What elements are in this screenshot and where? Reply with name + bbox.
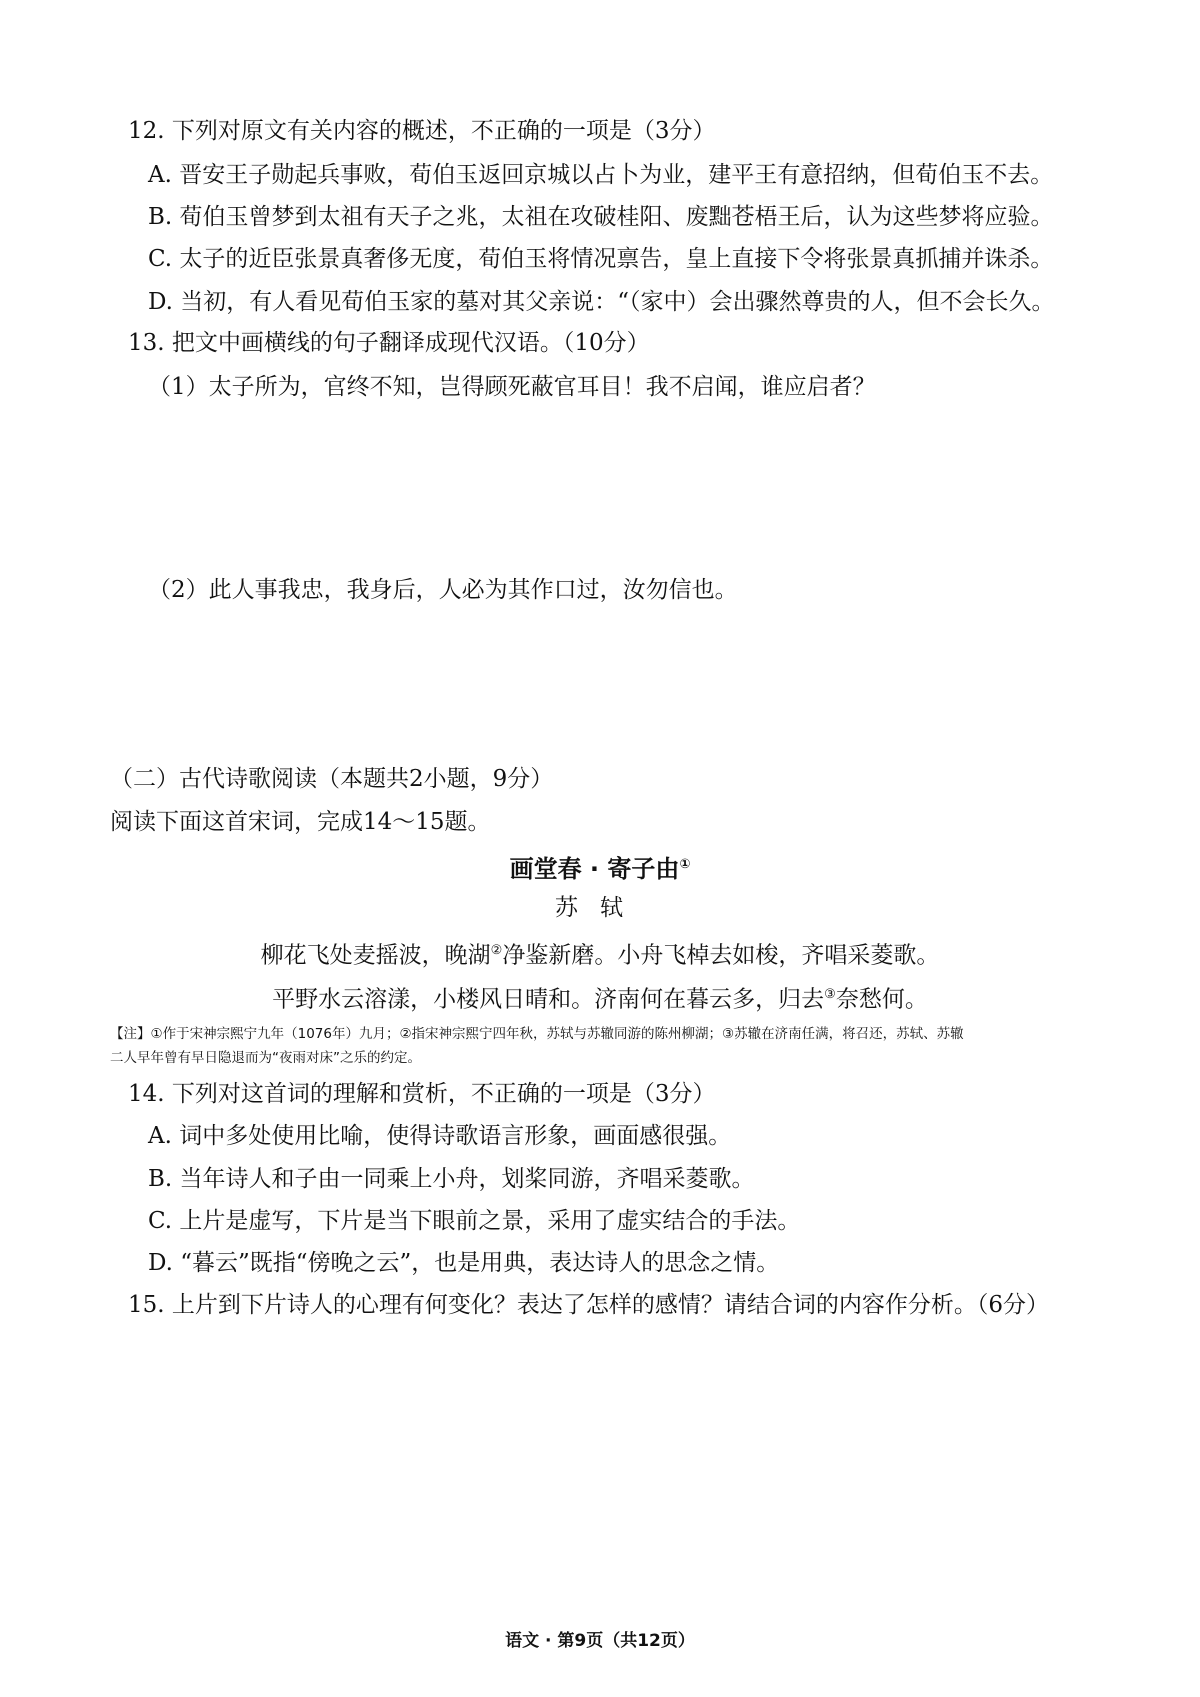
poem-line-1-footnote-mark: ② [490, 943, 503, 958]
poem-line-2-part-b: 奈愁何。 [835, 986, 928, 1013]
q12-option-b: B. 荀伯玉曾梦到太祖有天子之兆，太祖在攻破桂阳、废黜苍梧王后，认为这些梦将应验。 [148, 204, 1054, 230]
poem-author: 苏轼 [555, 895, 645, 921]
q14-option-d: D. “暮云”既指“傍晚之云”，也是用典，表达诗人的思念之情。 [148, 1250, 780, 1276]
section-heading: （二）古代诗歌阅读（本题共2小题，9分） [110, 766, 554, 792]
q12-stem: 12. 下列对原文有关内容的概述，不正确的一项是（3分） [128, 118, 716, 144]
poem-line-2-part-a: 平野水云溶漾，小楼风日晴和。济南何在暮云多，归去 [272, 986, 825, 1013]
q12-option-c: C. 太子的近臣张景真奢侈无度，荀伯玉将情况禀告，皇上直接下令将张景真抓捕并诛杀。 [148, 246, 1054, 272]
poem-line-1-part-a: 柳花飞处麦摇波，晚湖 [260, 942, 491, 969]
page-footer: 语文 · 第9页（共12页） [505, 1631, 695, 1651]
poem-note-line-1: 【注】①作于宋神宗熙宁九年（1076年）九月；②指宋神宗熙宁四年秋，苏轼与苏辙同游的陈州柳湖；③苏辙在济南任满，将召还，苏轼、苏辙 [110, 1026, 964, 1042]
poem-note-line-2: 二人早年曾有早日隐退而为“夜雨对床”之乐的约定。 [110, 1050, 421, 1066]
q14-option-c: C. 上片是虚写，下片是当下眼前之景，采用了虚实结合的手法。 [148, 1208, 801, 1234]
q13-sub2: （2）此人事我忠，我身后，人必为其作口过，汝勿信也。 [148, 577, 738, 603]
q14-stem: 14. 下列对这首词的理解和赏析，不正确的一项是（3分） [128, 1081, 716, 1107]
q13-stem: 13. 把文中画横线的句子翻译成现代汉语。（10分） [128, 330, 650, 356]
section-instruction: 阅读下面这首宋词，完成14～15题。 [110, 809, 491, 835]
poem-title-text: 画堂春 · 寄子由 [509, 855, 680, 883]
poem-line-2 [0, 980, 1200, 1015]
poem-title-footnote-mark: ① [679, 857, 691, 872]
q12-option-a: A. 晋安王子勋起兵事败，荀伯玉返回京城以占卜为业，建平王有意招纳，但荀伯玉不去。 [148, 162, 1054, 188]
poem-line-1 [0, 936, 1200, 971]
q14-option-b: B. 当年诗人和子由一同乘上小舟，划桨同游，齐唱采菱歌。 [148, 1166, 755, 1192]
poem-title [0, 850, 1200, 884]
poem-line-2-footnote-mark: ③ [824, 987, 836, 1002]
q15-stem: 15. 上片到下片诗人的心理有何变化？表达了怎样的感情？请结合词的内容作分析。（6分） [128, 1292, 1050, 1318]
q12-option-d: D. 当初，有人看见荀伯玉家的墓对其父亲说：“（家中）会出骤然尊贵的人，但不会长久。 [148, 289, 1055, 315]
q14-option-a: A. 词中多处使用比喻，使得诗歌语言形象，画面感很强。 [148, 1123, 732, 1149]
poem-line-1-part-b: 净鉴新磨。小舟飞棹去如梭，齐唱采菱歌。 [502, 942, 940, 969]
q13-sub1: （1）太子所为，官终不知，岂得顾死蔽官耳目！我不启闻，谁应启者？ [148, 374, 876, 400]
